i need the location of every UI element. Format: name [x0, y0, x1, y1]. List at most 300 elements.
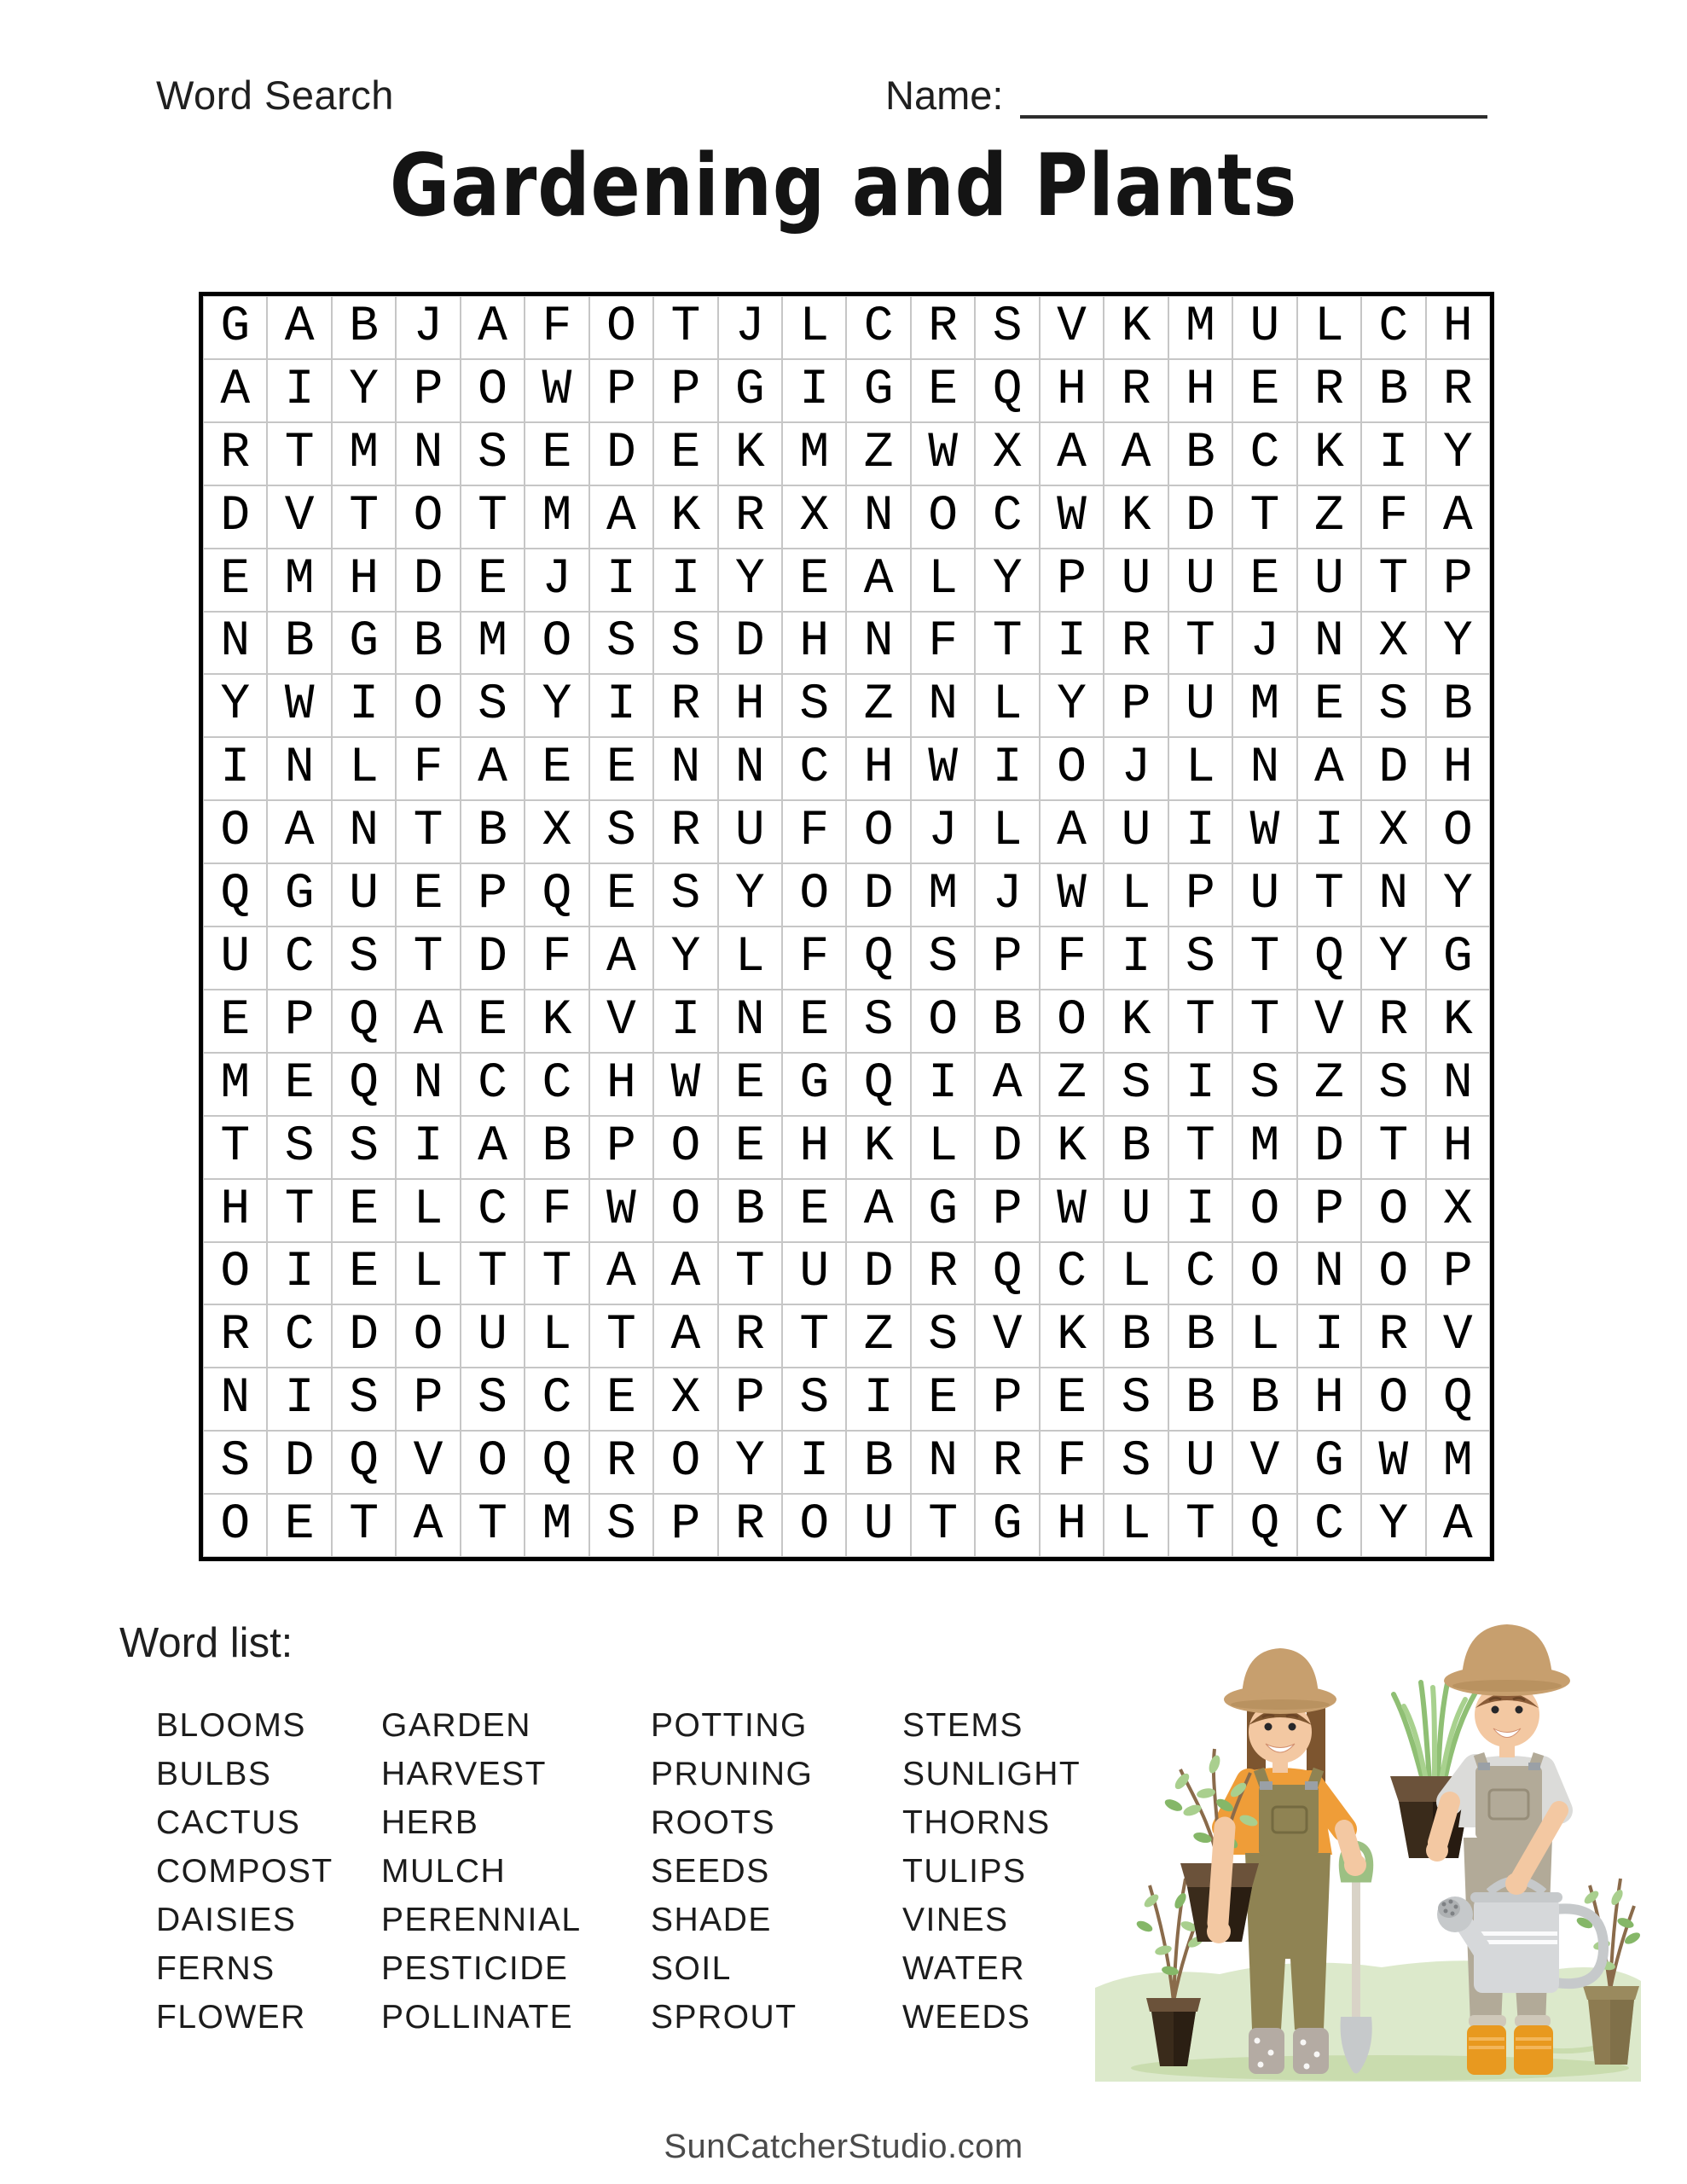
grid-cell: J: [911, 800, 975, 863]
grid-cell: F: [1361, 485, 1425, 549]
grid-cell: O: [203, 800, 267, 863]
word-item: MULCH: [381, 1852, 507, 1890]
grid-cell: B: [1361, 359, 1425, 422]
grid-cell: S: [782, 1368, 846, 1431]
grid-cell: D: [1297, 1116, 1361, 1179]
grid-cell: I: [267, 1242, 331, 1305]
grid-cell: R: [653, 674, 717, 737]
grid-cell: V: [1426, 1304, 1490, 1368]
grid-cell: I: [396, 1116, 460, 1179]
word-item: SEEDS: [651, 1852, 770, 1890]
grid-cell: C: [267, 1304, 331, 1368]
grid-cell: T: [461, 1242, 525, 1305]
grid-cell: N: [1426, 1053, 1490, 1116]
grid-cell: H: [1426, 737, 1490, 800]
grid-cell: O: [461, 359, 525, 422]
grid-cell: E: [589, 737, 653, 800]
grid-cell: Q: [525, 863, 588, 926]
grid-cell: R: [589, 1431, 653, 1494]
grid-cell: R: [975, 1431, 1039, 1494]
grid-cell: U: [1104, 1179, 1168, 1242]
grid-cell: T: [1361, 1116, 1425, 1179]
grid-cell: P: [1426, 1242, 1490, 1305]
grid-cell: J: [1232, 612, 1296, 675]
grid-cell: V: [1232, 1431, 1296, 1494]
grid-cell: S: [1104, 1431, 1168, 1494]
grid-cell: T: [461, 1494, 525, 1557]
grid-cell: F: [525, 1179, 588, 1242]
grid-cell: Q: [846, 1053, 910, 1116]
grid-cell: I: [1361, 422, 1425, 485]
grid-cell: W: [589, 1179, 653, 1242]
grid-cell: Y: [1426, 422, 1490, 485]
grid-cell: I: [332, 674, 396, 737]
grid-cell: U: [203, 926, 267, 990]
grid-cell: T: [267, 422, 331, 485]
grid-cell: F: [911, 612, 975, 675]
grid-cell: H: [1297, 1368, 1361, 1431]
grid-cell: I: [203, 737, 267, 800]
grid-cell: Q: [975, 1242, 1039, 1305]
grid-cell: A: [1297, 737, 1361, 800]
grid-cell: E: [718, 1053, 782, 1116]
grid-cell: L: [1297, 296, 1361, 359]
grid-cell: C: [1168, 1242, 1232, 1305]
grid-cell: U: [782, 1242, 846, 1305]
grid-cell: N: [653, 737, 717, 800]
grid-cell: B: [1168, 422, 1232, 485]
grid-cell: S: [1232, 1053, 1296, 1116]
grid-cell: B: [1104, 1116, 1168, 1179]
grid-cell: C: [267, 926, 331, 990]
grid-cell: V: [1040, 296, 1104, 359]
grid-cell: C: [1232, 422, 1296, 485]
grid-cell: S: [1104, 1368, 1168, 1431]
grid-cell: E: [1232, 549, 1296, 612]
grid-cell: O: [653, 1431, 717, 1494]
grid-cell: R: [718, 1494, 782, 1557]
word-item: SPROUT: [651, 1998, 797, 2036]
grid-cell: Y: [203, 674, 267, 737]
grid-cell: A: [267, 296, 331, 359]
grid-cell: T: [1168, 990, 1232, 1053]
word-item: PERENNIAL: [381, 1901, 582, 1938]
grid-cell: R: [718, 1304, 782, 1368]
grid-cell: P: [396, 1368, 460, 1431]
grid-cell: B: [1168, 1368, 1232, 1431]
grid-cell: D: [396, 549, 460, 612]
grid-cell: N: [332, 800, 396, 863]
grid-cell: S: [782, 674, 846, 737]
grid-cell: A: [461, 737, 525, 800]
grid-cell: K: [1426, 990, 1490, 1053]
grid-cell: E: [203, 549, 267, 612]
grid-cell: A: [267, 800, 331, 863]
grid-cell: I: [1168, 800, 1232, 863]
gardeners-illustration: [1090, 1597, 1646, 2092]
grid-cell: S: [332, 926, 396, 990]
worksheet-type-label: Word Search: [156, 73, 394, 118]
grid-cell: I: [653, 990, 717, 1053]
grid-cell: A: [1040, 800, 1104, 863]
grid-cell: Z: [846, 1304, 910, 1368]
grid-cell: E: [782, 990, 846, 1053]
grid-cell: A: [589, 485, 653, 549]
grid-cell: D: [1361, 737, 1425, 800]
grid-cell: C: [461, 1053, 525, 1116]
grid-cell: D: [846, 863, 910, 926]
grid-cell: N: [911, 674, 975, 737]
grid-cell: L: [1104, 863, 1168, 926]
grid-cell: P: [589, 1116, 653, 1179]
grid-cell: S: [332, 1116, 396, 1179]
grid-cell: U: [461, 1304, 525, 1368]
grid-cell: O: [396, 1304, 460, 1368]
grid-cell: P: [718, 1368, 782, 1431]
grid-cell: N: [718, 737, 782, 800]
grid-cell: Y: [1040, 674, 1104, 737]
grid-cell: N: [1297, 612, 1361, 675]
grid-cell: C: [525, 1053, 588, 1116]
grid-cell: N: [267, 737, 331, 800]
grid-cell: N: [1232, 737, 1296, 800]
grid-cell: N: [846, 612, 910, 675]
grid-cell: T: [267, 1179, 331, 1242]
grid-cell: M: [1232, 1116, 1296, 1179]
grid-cell: O: [1361, 1368, 1425, 1431]
grid-cell: O: [1040, 737, 1104, 800]
grid-cell: P: [975, 1179, 1039, 1242]
grid-cell: S: [589, 800, 653, 863]
grid-cell: S: [975, 296, 1039, 359]
grid-cell: O: [589, 296, 653, 359]
grid-cell: Q: [332, 1053, 396, 1116]
grid-cell: T: [911, 1494, 975, 1557]
grid-cell: C: [1297, 1494, 1361, 1557]
grid-cell: S: [1168, 926, 1232, 990]
grid-cell: C: [525, 1368, 588, 1431]
grid-cell: R: [1361, 1304, 1425, 1368]
word-column: [651, 1701, 813, 2042]
grid-cell: Q: [1232, 1494, 1296, 1557]
grid-cell: S: [461, 422, 525, 485]
word-item: WATER: [902, 1949, 1025, 1987]
grid-cell: M: [911, 863, 975, 926]
grid-cell: P: [589, 359, 653, 422]
grid-cell: R: [1297, 359, 1361, 422]
grid-cell: S: [589, 1494, 653, 1557]
grid-cell: D: [718, 612, 782, 675]
grid-cell: W: [911, 422, 975, 485]
grid-cell: O: [653, 1179, 717, 1242]
word-item: COMPOST: [156, 1852, 333, 1890]
word-item: POTTING: [651, 1706, 808, 1744]
word-column: [902, 1701, 1081, 2042]
grid-cell: G: [782, 1053, 846, 1116]
grid-cell: D: [461, 926, 525, 990]
grid-cell: P: [975, 1368, 1039, 1431]
grid-cell: A: [1426, 485, 1490, 549]
grid-cell: S: [653, 612, 717, 675]
grid-cell: M: [332, 422, 396, 485]
grid-cell: O: [653, 1116, 717, 1179]
grid-cell: U: [718, 800, 782, 863]
grid-cell: U: [1168, 674, 1232, 737]
grid-cell: L: [975, 674, 1039, 737]
grid-cell: S: [461, 674, 525, 737]
grid-cell: T: [1232, 926, 1296, 990]
grid-cell: R: [203, 422, 267, 485]
grid-cell: E: [461, 549, 525, 612]
grid-cell: Y: [1361, 926, 1425, 990]
grid-cell: P: [1297, 1179, 1361, 1242]
grid-cell: K: [525, 990, 588, 1053]
word-item: VINES: [902, 1901, 1009, 1938]
grid-cell: B: [1104, 1304, 1168, 1368]
grid-cell: A: [846, 549, 910, 612]
grid-cell: D: [267, 1431, 331, 1494]
grid-cell: T: [1168, 1494, 1232, 1557]
grid-cell: S: [1104, 1053, 1168, 1116]
grid-cell: N: [203, 612, 267, 675]
grid-cell: E: [1232, 359, 1296, 422]
grid-cell: Q: [975, 359, 1039, 422]
grid-cell: V: [975, 1304, 1039, 1368]
grid-cell: T: [1232, 485, 1296, 549]
grid-cell: S: [1361, 674, 1425, 737]
grid-cell: V: [267, 485, 331, 549]
grid-cell: W: [525, 359, 588, 422]
grid-cell: S: [846, 990, 910, 1053]
grid-cell: E: [911, 359, 975, 422]
grid-cell: A: [653, 1304, 717, 1368]
grid-cell: T: [1168, 1116, 1232, 1179]
grid-cell: Y: [1361, 1494, 1425, 1557]
grid-cell: X: [653, 1368, 717, 1431]
grid-cell: A: [396, 1494, 460, 1557]
grid-cell: T: [1168, 612, 1232, 675]
grid-cell: E: [332, 1242, 396, 1305]
grid-cell: Y: [1426, 612, 1490, 675]
name-block: [885, 72, 1487, 119]
grid-cell: J: [525, 549, 588, 612]
grid-cell: B: [975, 990, 1039, 1053]
grid-cell: B: [525, 1116, 588, 1179]
grid-cell: T: [975, 612, 1039, 675]
grid-cell: A: [1104, 422, 1168, 485]
grid-cell: S: [911, 1304, 975, 1368]
grid-cell: A: [589, 926, 653, 990]
grid-cell: Z: [846, 674, 910, 737]
grid-cell: S: [589, 612, 653, 675]
name-label: Name:: [885, 73, 1004, 118]
word-item: PESTICIDE: [381, 1949, 569, 1987]
grid-cell: C: [1040, 1242, 1104, 1305]
grid-cell: F: [525, 926, 588, 990]
grid-cell: K: [1040, 1304, 1104, 1368]
grid-cell: O: [461, 1431, 525, 1494]
grid-cell: L: [525, 1304, 588, 1368]
grid-cell: W: [653, 1053, 717, 1116]
grid-cell: L: [911, 549, 975, 612]
grid-cell: O: [1361, 1179, 1425, 1242]
grid-cell: A: [653, 1242, 717, 1305]
grid-cell: A: [589, 1242, 653, 1305]
grid-cell: B: [1232, 1368, 1296, 1431]
grid-cell: Y: [718, 863, 782, 926]
grid-cell: X: [525, 800, 588, 863]
grid-cell: P: [1040, 549, 1104, 612]
grid-cell: H: [1426, 296, 1490, 359]
grid-cell: U: [1232, 296, 1296, 359]
word-list-heading: Word list:: [119, 1620, 293, 1666]
grid-cell: O: [1232, 1242, 1296, 1305]
grid-cell: Y: [718, 549, 782, 612]
grid-cell: T: [1361, 549, 1425, 612]
grid-cell: X: [1361, 800, 1425, 863]
grid-cell: T: [1297, 863, 1361, 926]
grid-cell: O: [911, 990, 975, 1053]
grid-cell: U: [1104, 549, 1168, 612]
grid-cell: K: [1104, 990, 1168, 1053]
grid-cell: F: [396, 737, 460, 800]
word-item: SOIL: [651, 1949, 732, 1987]
grid-cell: U: [1297, 549, 1361, 612]
grid-cell: A: [461, 296, 525, 359]
grid-cell: P: [1168, 863, 1232, 926]
grid-cell: E: [332, 1179, 396, 1242]
grid-cell: E: [203, 990, 267, 1053]
grid-cell: O: [203, 1494, 267, 1557]
grid-cell: R: [718, 485, 782, 549]
word-item: SUNLIGHT: [902, 1755, 1081, 1792]
grid-cell: E: [1040, 1368, 1104, 1431]
grid-cell: T: [203, 1116, 267, 1179]
grid-cell: G: [718, 359, 782, 422]
grid-cell: U: [1168, 1431, 1232, 1494]
grid-cell: L: [396, 1242, 460, 1305]
grid-cell: W: [1361, 1431, 1425, 1494]
grid-cell: T: [718, 1242, 782, 1305]
grid-cell: K: [653, 485, 717, 549]
grid-cell: I: [1104, 926, 1168, 990]
grid-cell: G: [1426, 926, 1490, 990]
grid-cell: K: [1297, 422, 1361, 485]
grid-cell: R: [1361, 990, 1425, 1053]
word-item: WEEDS: [902, 1998, 1031, 2036]
grid-cell: O: [782, 1494, 846, 1557]
grid-cell: A: [203, 359, 267, 422]
grid-cell: G: [332, 612, 396, 675]
grid-cell: O: [782, 863, 846, 926]
grid-cell: H: [782, 1116, 846, 1179]
grid-cell: A: [396, 990, 460, 1053]
grid-cell: Y: [1426, 863, 1490, 926]
grid-cell: L: [911, 1116, 975, 1179]
grid-cell: P: [461, 863, 525, 926]
grid-cell: E: [396, 863, 460, 926]
grid-cell: U: [1104, 800, 1168, 863]
grid-cell: E: [461, 990, 525, 1053]
grid-cell: I: [589, 549, 653, 612]
grid-cell: I: [911, 1053, 975, 1116]
grid-cell: K: [846, 1116, 910, 1179]
grid-cell: E: [1297, 674, 1361, 737]
grid-cell: Q: [1426, 1368, 1490, 1431]
grid-cell: C: [975, 485, 1039, 549]
word-item: TULIPS: [902, 1852, 1027, 1890]
grid-cell: X: [1426, 1179, 1490, 1242]
grid-cell: E: [782, 1179, 846, 1242]
word-item: HARVEST: [381, 1755, 547, 1792]
grid-cell: G: [1297, 1431, 1361, 1494]
grid-cell: T: [332, 1494, 396, 1557]
grid-cell: S: [332, 1368, 396, 1431]
grid-cell: N: [718, 990, 782, 1053]
word-item: DAISIES: [156, 1901, 297, 1938]
grid-cell: K: [1040, 1116, 1104, 1179]
grid-cell: Q: [203, 863, 267, 926]
grid-cell: P: [396, 359, 460, 422]
grid-cell: I: [1297, 800, 1361, 863]
grid-cell: A: [461, 1116, 525, 1179]
grid-cell: T: [332, 485, 396, 549]
grid-cell: S: [461, 1368, 525, 1431]
grid-cell: B: [1426, 674, 1490, 737]
grid-cell: Z: [1040, 1053, 1104, 1116]
grid-cell: U: [846, 1494, 910, 1557]
grid-cell: Q: [1297, 926, 1361, 990]
word-list: [0, 1701, 1083, 2059]
grid-cell: S: [911, 926, 975, 990]
grid-cell: H: [589, 1053, 653, 1116]
grid-cell: W: [1232, 800, 1296, 863]
grid-cell: V: [1297, 990, 1361, 1053]
grid-cell: V: [589, 990, 653, 1053]
grid-cell: O: [1426, 800, 1490, 863]
grid-cell: O: [1361, 1242, 1425, 1305]
grid-cell: F: [782, 800, 846, 863]
grid-cell: Y: [525, 674, 588, 737]
grid-cell: H: [1168, 359, 1232, 422]
grid-cell: C: [782, 737, 846, 800]
grid-cell: W: [911, 737, 975, 800]
word-item: ROOTS: [651, 1804, 776, 1841]
grid-cell: A: [1426, 1494, 1490, 1557]
grid-cell: L: [396, 1179, 460, 1242]
grid-cell: E: [589, 863, 653, 926]
grid-cell: C: [846, 296, 910, 359]
word-item: CACTUS: [156, 1804, 301, 1841]
grid-cell: B: [1168, 1304, 1232, 1368]
grid-cell: R: [1104, 359, 1168, 422]
grid-cell: G: [975, 1494, 1039, 1557]
grid-cell: I: [782, 359, 846, 422]
grid-cell: B: [718, 1179, 782, 1242]
grid-cell: B: [846, 1431, 910, 1494]
grid-cell: N: [396, 1053, 460, 1116]
grid-cell: P: [267, 990, 331, 1053]
grid-cell: F: [1040, 926, 1104, 990]
grid-cell: I: [1040, 612, 1104, 675]
grid-cell: R: [911, 1242, 975, 1305]
word-column: [156, 1701, 333, 2042]
grid-cell: N: [846, 485, 910, 549]
grid-cell: O: [1040, 990, 1104, 1053]
grid-cell: H: [1040, 1494, 1104, 1557]
word-item: STEMS: [902, 1706, 1023, 1744]
grid-cell: H: [782, 612, 846, 675]
